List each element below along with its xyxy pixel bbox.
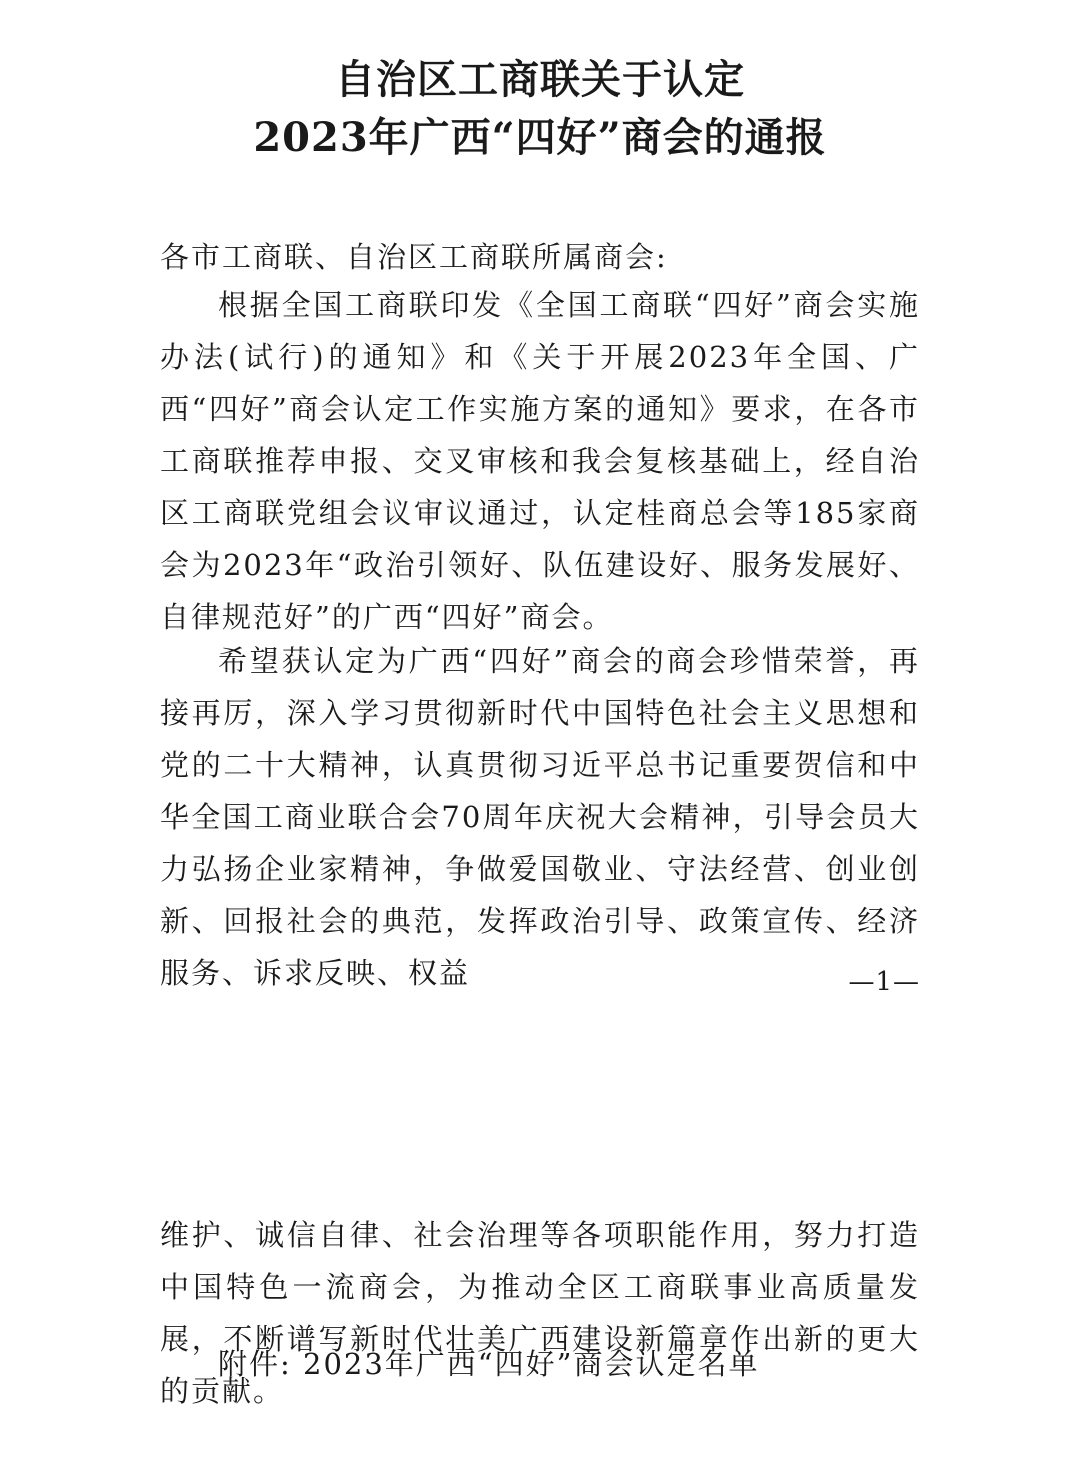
- salutation: 各市工商联、自治区工商联所属商会:: [160, 240, 668, 274]
- paragraph-2-part-1: 希望获认定为广西“四好”商会的商会珍惜荣誉，再接再厉，深入学习贯彻新时代中国特色社会主义思想和党的二十大精神，认真贯彻习近平总书记重要贺信和中华全国工商业联合会70周年庆祝大会精神，引导会员大力弘扬企业家精神，争做爱国敬业、守法经营、创业创新、回报社会的典范，发挥政治引导、政策宣传、经济服务、诉求反映、权益: [160, 644, 920, 990]
- paragraph-2-part-2: 维护、诚信自律、社会治理等各项职能作用，努力打造中国特色一流商会，为推动全区工商联事业高质量发展，不断谱写新时代壮美广西建设新篇章作出新的更大的贡献。: [160, 1218, 920, 1408]
- document-title-line1: 自治区工商联关于认定: [335, 56, 745, 103]
- attachment-line: 附件: 2023年广西“四好”商会认定名单: [218, 1347, 760, 1381]
- paragraph-1: 根据全国工商联印发《全国工商联“四好”商会实施办法(试行)的通知》和《关于开展2023年全国、广西“四好”商会认定工作实施方案的通知》要求，在各市工商联推荐申报、交叉审核和我会复核基础上，经自治区工商联党组会议审议通过，认定桂商总会等185家商会为2023年“政治引领好、队伍建设好、服务发展好、自律规范好”的广西“四好”商会。: [160, 288, 920, 634]
- page-number: —1—: [848, 967, 920, 997]
- document-title-line2: 2023年广西“四好”商会的通报: [253, 114, 827, 161]
